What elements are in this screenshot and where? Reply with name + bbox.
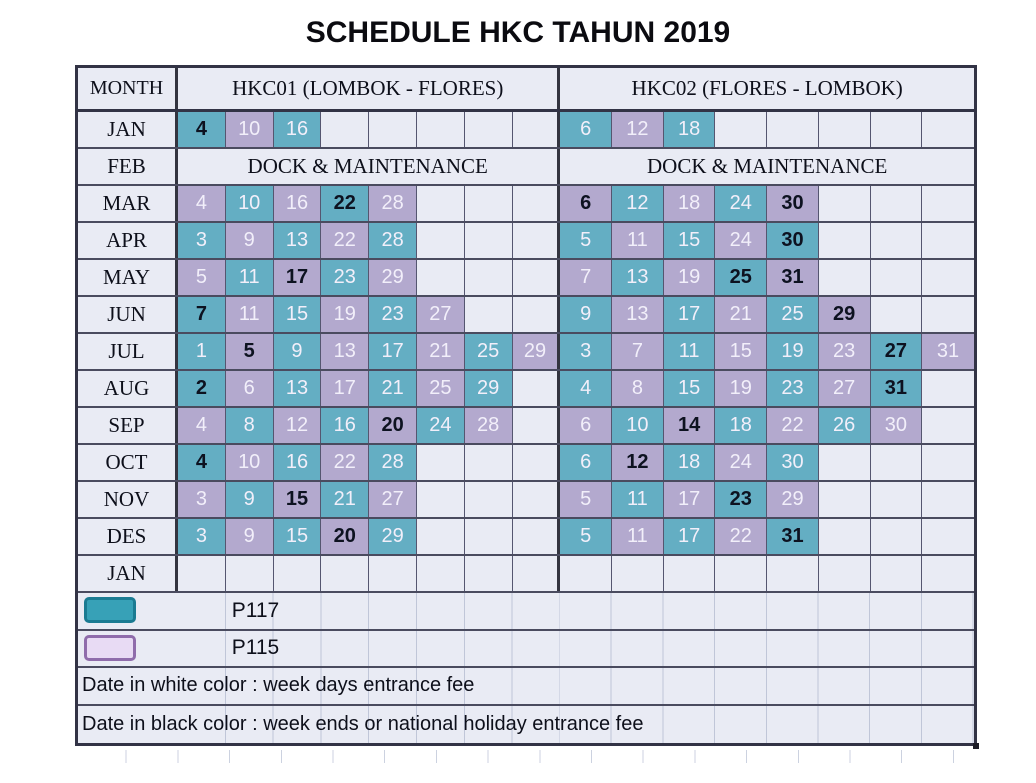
date-cell: 28 bbox=[465, 408, 513, 443]
date-cell: 22 bbox=[321, 445, 369, 480]
month-row bbox=[78, 186, 974, 223]
date-cell: 27 bbox=[369, 482, 417, 517]
date-cell: 7 bbox=[178, 297, 226, 332]
table-header-row bbox=[78, 68, 974, 112]
date-cell: 13 bbox=[612, 260, 664, 295]
legend-row-p115 bbox=[78, 631, 974, 669]
date-cell bbox=[819, 519, 871, 554]
date-cell: 16 bbox=[274, 186, 322, 221]
date-cell: 12 bbox=[612, 445, 664, 480]
date-cell: 1 bbox=[178, 334, 226, 369]
month-cell: JUL bbox=[78, 334, 178, 369]
schedule-title: SCHEDULE HKC TAHUN 2019 bbox=[305, 16, 731, 49]
date-cell: 20 bbox=[321, 519, 369, 554]
date-cell: 25 bbox=[715, 260, 767, 295]
date-cell: 29 bbox=[369, 260, 417, 295]
date-cell: 30 bbox=[767, 445, 819, 480]
date-cell bbox=[417, 445, 465, 480]
date-cell: 29 bbox=[819, 297, 871, 332]
date-cell bbox=[819, 445, 871, 480]
date-cell: 31 bbox=[767, 260, 819, 295]
date-cell: 5 bbox=[560, 223, 612, 258]
date-cell bbox=[465, 112, 513, 147]
date-cell: 9 bbox=[560, 297, 612, 332]
date-cell: 24 bbox=[715, 223, 767, 258]
date-cell bbox=[465, 482, 513, 517]
date-cell: 27 bbox=[417, 297, 465, 332]
date-cell: 18 bbox=[715, 408, 767, 443]
maintenance-cell: DOCK & MAINTENANCE bbox=[178, 149, 560, 184]
date-cell bbox=[513, 112, 561, 147]
date-cell: 23 bbox=[321, 260, 369, 295]
date-cell: 27 bbox=[819, 371, 871, 406]
date-cell: 19 bbox=[664, 260, 716, 295]
date-cell bbox=[513, 482, 561, 517]
date-cell bbox=[513, 186, 561, 221]
month-cell: NOV bbox=[78, 482, 178, 517]
date-cell: 21 bbox=[417, 334, 465, 369]
date-cell: 13 bbox=[274, 371, 322, 406]
date-cell: 17 bbox=[321, 371, 369, 406]
date-cell: 15 bbox=[274, 482, 322, 517]
date-cell: 29 bbox=[767, 482, 819, 517]
date-cell: 14 bbox=[664, 408, 716, 443]
date-cell: 11 bbox=[612, 482, 664, 517]
date-cell: 12 bbox=[274, 408, 322, 443]
spreadsheet-gridlines bbox=[75, 750, 977, 763]
date-cell: 28 bbox=[369, 186, 417, 221]
date-cell: 31 bbox=[871, 371, 923, 406]
date-cell: 12 bbox=[612, 112, 664, 147]
date-cell bbox=[465, 186, 513, 221]
date-cell bbox=[465, 445, 513, 480]
month-row bbox=[78, 223, 974, 260]
legend-row-p117 bbox=[78, 593, 974, 631]
date-cell: 6 bbox=[560, 445, 612, 480]
date-cell: 26 bbox=[819, 408, 871, 443]
date-cell: 25 bbox=[465, 334, 513, 369]
date-cell: 9 bbox=[226, 482, 274, 517]
month-cell: OCT bbox=[78, 445, 178, 480]
date-cell: 24 bbox=[417, 408, 465, 443]
date-cell: 5 bbox=[560, 482, 612, 517]
date-cell: 9 bbox=[274, 334, 322, 369]
date-cell bbox=[274, 556, 322, 591]
date-cell: 19 bbox=[767, 334, 819, 369]
date-cell: 29 bbox=[369, 519, 417, 554]
date-cell: 15 bbox=[715, 334, 767, 369]
date-cell bbox=[612, 556, 664, 591]
date-cell: 4 bbox=[178, 408, 226, 443]
date-cell bbox=[513, 260, 561, 295]
date-cell: 25 bbox=[767, 297, 819, 332]
date-cell bbox=[465, 260, 513, 295]
date-cell bbox=[513, 445, 561, 480]
note-row-white bbox=[78, 668, 974, 706]
date-cell bbox=[664, 556, 716, 591]
date-cell: 13 bbox=[321, 334, 369, 369]
date-cell bbox=[513, 556, 561, 591]
date-cell: 4 bbox=[178, 445, 226, 480]
date-cell bbox=[871, 186, 923, 221]
date-cell: 22 bbox=[321, 223, 369, 258]
month-row bbox=[78, 112, 974, 149]
date-cell bbox=[513, 519, 561, 554]
date-cell bbox=[922, 482, 974, 517]
date-cell: 23 bbox=[369, 297, 417, 332]
month-row bbox=[78, 519, 974, 556]
hkc02-header-cell: HKC02 (FLORES - LOMBOK) bbox=[631, 76, 903, 100]
date-cell: 31 bbox=[767, 519, 819, 554]
date-cell bbox=[819, 223, 871, 258]
date-cell bbox=[819, 482, 871, 517]
date-cell: 16 bbox=[274, 445, 322, 480]
date-cell: 8 bbox=[612, 371, 664, 406]
date-cell: 25 bbox=[417, 371, 465, 406]
date-cell: 2 bbox=[178, 371, 226, 406]
date-cell bbox=[871, 445, 923, 480]
date-cell: 8 bbox=[226, 408, 274, 443]
date-cell: 17 bbox=[664, 482, 716, 517]
date-cell: 7 bbox=[560, 260, 612, 295]
date-cell: 22 bbox=[321, 186, 369, 221]
date-cell: 30 bbox=[871, 408, 923, 443]
month-row bbox=[78, 408, 974, 445]
date-cell bbox=[922, 556, 974, 591]
date-cell: 28 bbox=[369, 223, 417, 258]
date-cell bbox=[715, 556, 767, 591]
date-cell: 11 bbox=[226, 297, 274, 332]
date-cell: 9 bbox=[226, 519, 274, 554]
month-row bbox=[78, 482, 974, 519]
date-cell: 15 bbox=[664, 223, 716, 258]
month-row bbox=[78, 445, 974, 482]
date-cell bbox=[819, 112, 871, 147]
date-cell: 17 bbox=[664, 297, 716, 332]
date-cell: 6 bbox=[560, 408, 612, 443]
date-cell bbox=[560, 556, 612, 591]
date-cell bbox=[922, 445, 974, 480]
month-cell: MAR bbox=[78, 186, 178, 221]
date-cell bbox=[465, 223, 513, 258]
date-cell: 4 bbox=[178, 112, 226, 147]
date-cell bbox=[871, 297, 923, 332]
date-cell: 3 bbox=[178, 519, 226, 554]
date-cell: 30 bbox=[767, 186, 819, 221]
date-cell bbox=[417, 186, 465, 221]
note-text-black: Date in black color : week ends or national holiday entrance fee bbox=[82, 712, 644, 735]
date-cell: 10 bbox=[226, 445, 274, 480]
legend-label-p115: P115 bbox=[231, 636, 280, 660]
date-cell: 6 bbox=[560, 112, 612, 147]
month-cell: APR bbox=[78, 223, 178, 258]
date-cell bbox=[871, 112, 923, 147]
date-cell: 31 bbox=[922, 334, 974, 369]
date-cell bbox=[369, 556, 417, 591]
date-cell: 3 bbox=[178, 223, 226, 258]
date-cell bbox=[922, 186, 974, 221]
month-row bbox=[78, 260, 974, 297]
date-cell bbox=[417, 260, 465, 295]
month-cell: FEB bbox=[78, 149, 178, 184]
month-row bbox=[78, 149, 974, 186]
date-cell: 23 bbox=[767, 371, 819, 406]
date-cell bbox=[417, 556, 465, 591]
date-cell bbox=[465, 556, 513, 591]
date-cell bbox=[871, 519, 923, 554]
date-cell: 16 bbox=[274, 112, 322, 147]
date-cell bbox=[369, 112, 417, 147]
month-cell: DES bbox=[78, 519, 178, 554]
date-cell bbox=[513, 297, 561, 332]
date-cell: 11 bbox=[612, 519, 664, 554]
month-cell: JAN bbox=[78, 112, 178, 147]
date-cell: 11 bbox=[664, 334, 716, 369]
date-cell bbox=[871, 260, 923, 295]
legend-label-p117: P117 bbox=[231, 598, 280, 622]
date-cell bbox=[922, 260, 974, 295]
note-row-black bbox=[78, 706, 974, 744]
date-cell bbox=[513, 408, 561, 443]
date-cell: 21 bbox=[369, 371, 417, 406]
date-cell: 24 bbox=[715, 186, 767, 221]
date-cell bbox=[767, 556, 819, 591]
date-cell: 3 bbox=[178, 482, 226, 517]
date-cell: 4 bbox=[560, 371, 612, 406]
date-cell: 5 bbox=[178, 260, 226, 295]
date-rows bbox=[78, 112, 974, 593]
date-cell bbox=[321, 112, 369, 147]
month-row bbox=[78, 334, 974, 371]
date-cell: 22 bbox=[715, 519, 767, 554]
date-cell: 21 bbox=[715, 297, 767, 332]
date-cell: 5 bbox=[560, 519, 612, 554]
date-cell: 4 bbox=[178, 186, 226, 221]
schedule-table bbox=[75, 65, 977, 746]
date-cell bbox=[922, 519, 974, 554]
date-cell: 11 bbox=[226, 260, 274, 295]
p115-lavender-swatch bbox=[84, 635, 136, 661]
month-row bbox=[78, 371, 974, 408]
date-cell: 17 bbox=[369, 334, 417, 369]
date-cell: 16 bbox=[321, 408, 369, 443]
month-cell: MAY bbox=[78, 260, 178, 295]
selection-handle bbox=[973, 743, 979, 749]
date-cell bbox=[819, 260, 871, 295]
date-cell bbox=[922, 371, 974, 406]
date-cell bbox=[321, 556, 369, 591]
date-cell bbox=[819, 186, 871, 221]
month-cell: JUN bbox=[78, 297, 178, 332]
date-cell bbox=[922, 112, 974, 147]
maintenance-cell: DOCK & MAINTENANCE bbox=[647, 154, 888, 178]
date-cell: 17 bbox=[274, 260, 322, 295]
month-header-cell: MONTH bbox=[78, 68, 178, 109]
date-cell bbox=[465, 297, 513, 332]
date-cell bbox=[871, 556, 923, 591]
date-cell: 30 bbox=[767, 223, 819, 258]
date-cell: 6 bbox=[560, 186, 612, 221]
month-cell: JAN bbox=[78, 556, 178, 591]
month-row bbox=[78, 556, 974, 593]
date-cell: 27 bbox=[871, 334, 923, 369]
date-cell bbox=[922, 408, 974, 443]
date-cell: 7 bbox=[612, 334, 664, 369]
date-cell: 10 bbox=[612, 408, 664, 443]
date-cell bbox=[922, 297, 974, 332]
date-cell bbox=[417, 112, 465, 147]
date-cell: 24 bbox=[715, 445, 767, 480]
date-cell: 18 bbox=[664, 186, 716, 221]
date-cell bbox=[513, 223, 561, 258]
date-cell: 13 bbox=[612, 297, 664, 332]
date-cell: 22 bbox=[767, 408, 819, 443]
date-cell bbox=[226, 556, 274, 591]
date-cell: 3 bbox=[560, 334, 612, 369]
date-cell bbox=[178, 556, 226, 591]
date-cell bbox=[715, 112, 767, 147]
date-cell: 29 bbox=[465, 371, 513, 406]
date-cell: 23 bbox=[819, 334, 871, 369]
date-cell: 6 bbox=[226, 371, 274, 406]
date-cell: 10 bbox=[226, 112, 274, 147]
date-cell: 20 bbox=[369, 408, 417, 443]
date-cell: 11 bbox=[612, 223, 664, 258]
date-cell: 29 bbox=[513, 334, 561, 369]
hkc01-header-cell: HKC01 (LOMBOK - FLORES) bbox=[178, 68, 560, 109]
date-cell bbox=[819, 556, 871, 591]
date-cell: 15 bbox=[664, 371, 716, 406]
month-cell: SEP bbox=[78, 408, 178, 443]
date-cell: 19 bbox=[715, 371, 767, 406]
date-cell: 23 bbox=[715, 482, 767, 517]
date-cell: 19 bbox=[321, 297, 369, 332]
date-cell bbox=[767, 112, 819, 147]
date-cell bbox=[465, 519, 513, 554]
date-cell: 9 bbox=[226, 223, 274, 258]
date-cell: 15 bbox=[274, 297, 322, 332]
date-cell: 5 bbox=[226, 334, 274, 369]
date-cell bbox=[417, 519, 465, 554]
date-cell: 28 bbox=[369, 445, 417, 480]
date-cell bbox=[871, 223, 923, 258]
date-cell: 18 bbox=[664, 445, 716, 480]
date-cell bbox=[417, 482, 465, 517]
p117-teal-swatch bbox=[84, 597, 136, 623]
date-cell: 13 bbox=[274, 223, 322, 258]
date-cell bbox=[871, 482, 923, 517]
date-cell bbox=[513, 371, 561, 406]
date-cell bbox=[417, 223, 465, 258]
date-cell: 18 bbox=[664, 112, 716, 147]
date-cell bbox=[922, 223, 974, 258]
date-cell: 21 bbox=[321, 482, 369, 517]
note-text-white: Date in white color : week days entrance fee bbox=[82, 674, 475, 697]
month-cell: AUG bbox=[78, 371, 178, 406]
date-cell: 10 bbox=[226, 186, 274, 221]
month-row bbox=[78, 297, 974, 334]
date-cell: 15 bbox=[274, 519, 322, 554]
date-cell: 12 bbox=[612, 186, 664, 221]
date-cell: 17 bbox=[664, 519, 716, 554]
